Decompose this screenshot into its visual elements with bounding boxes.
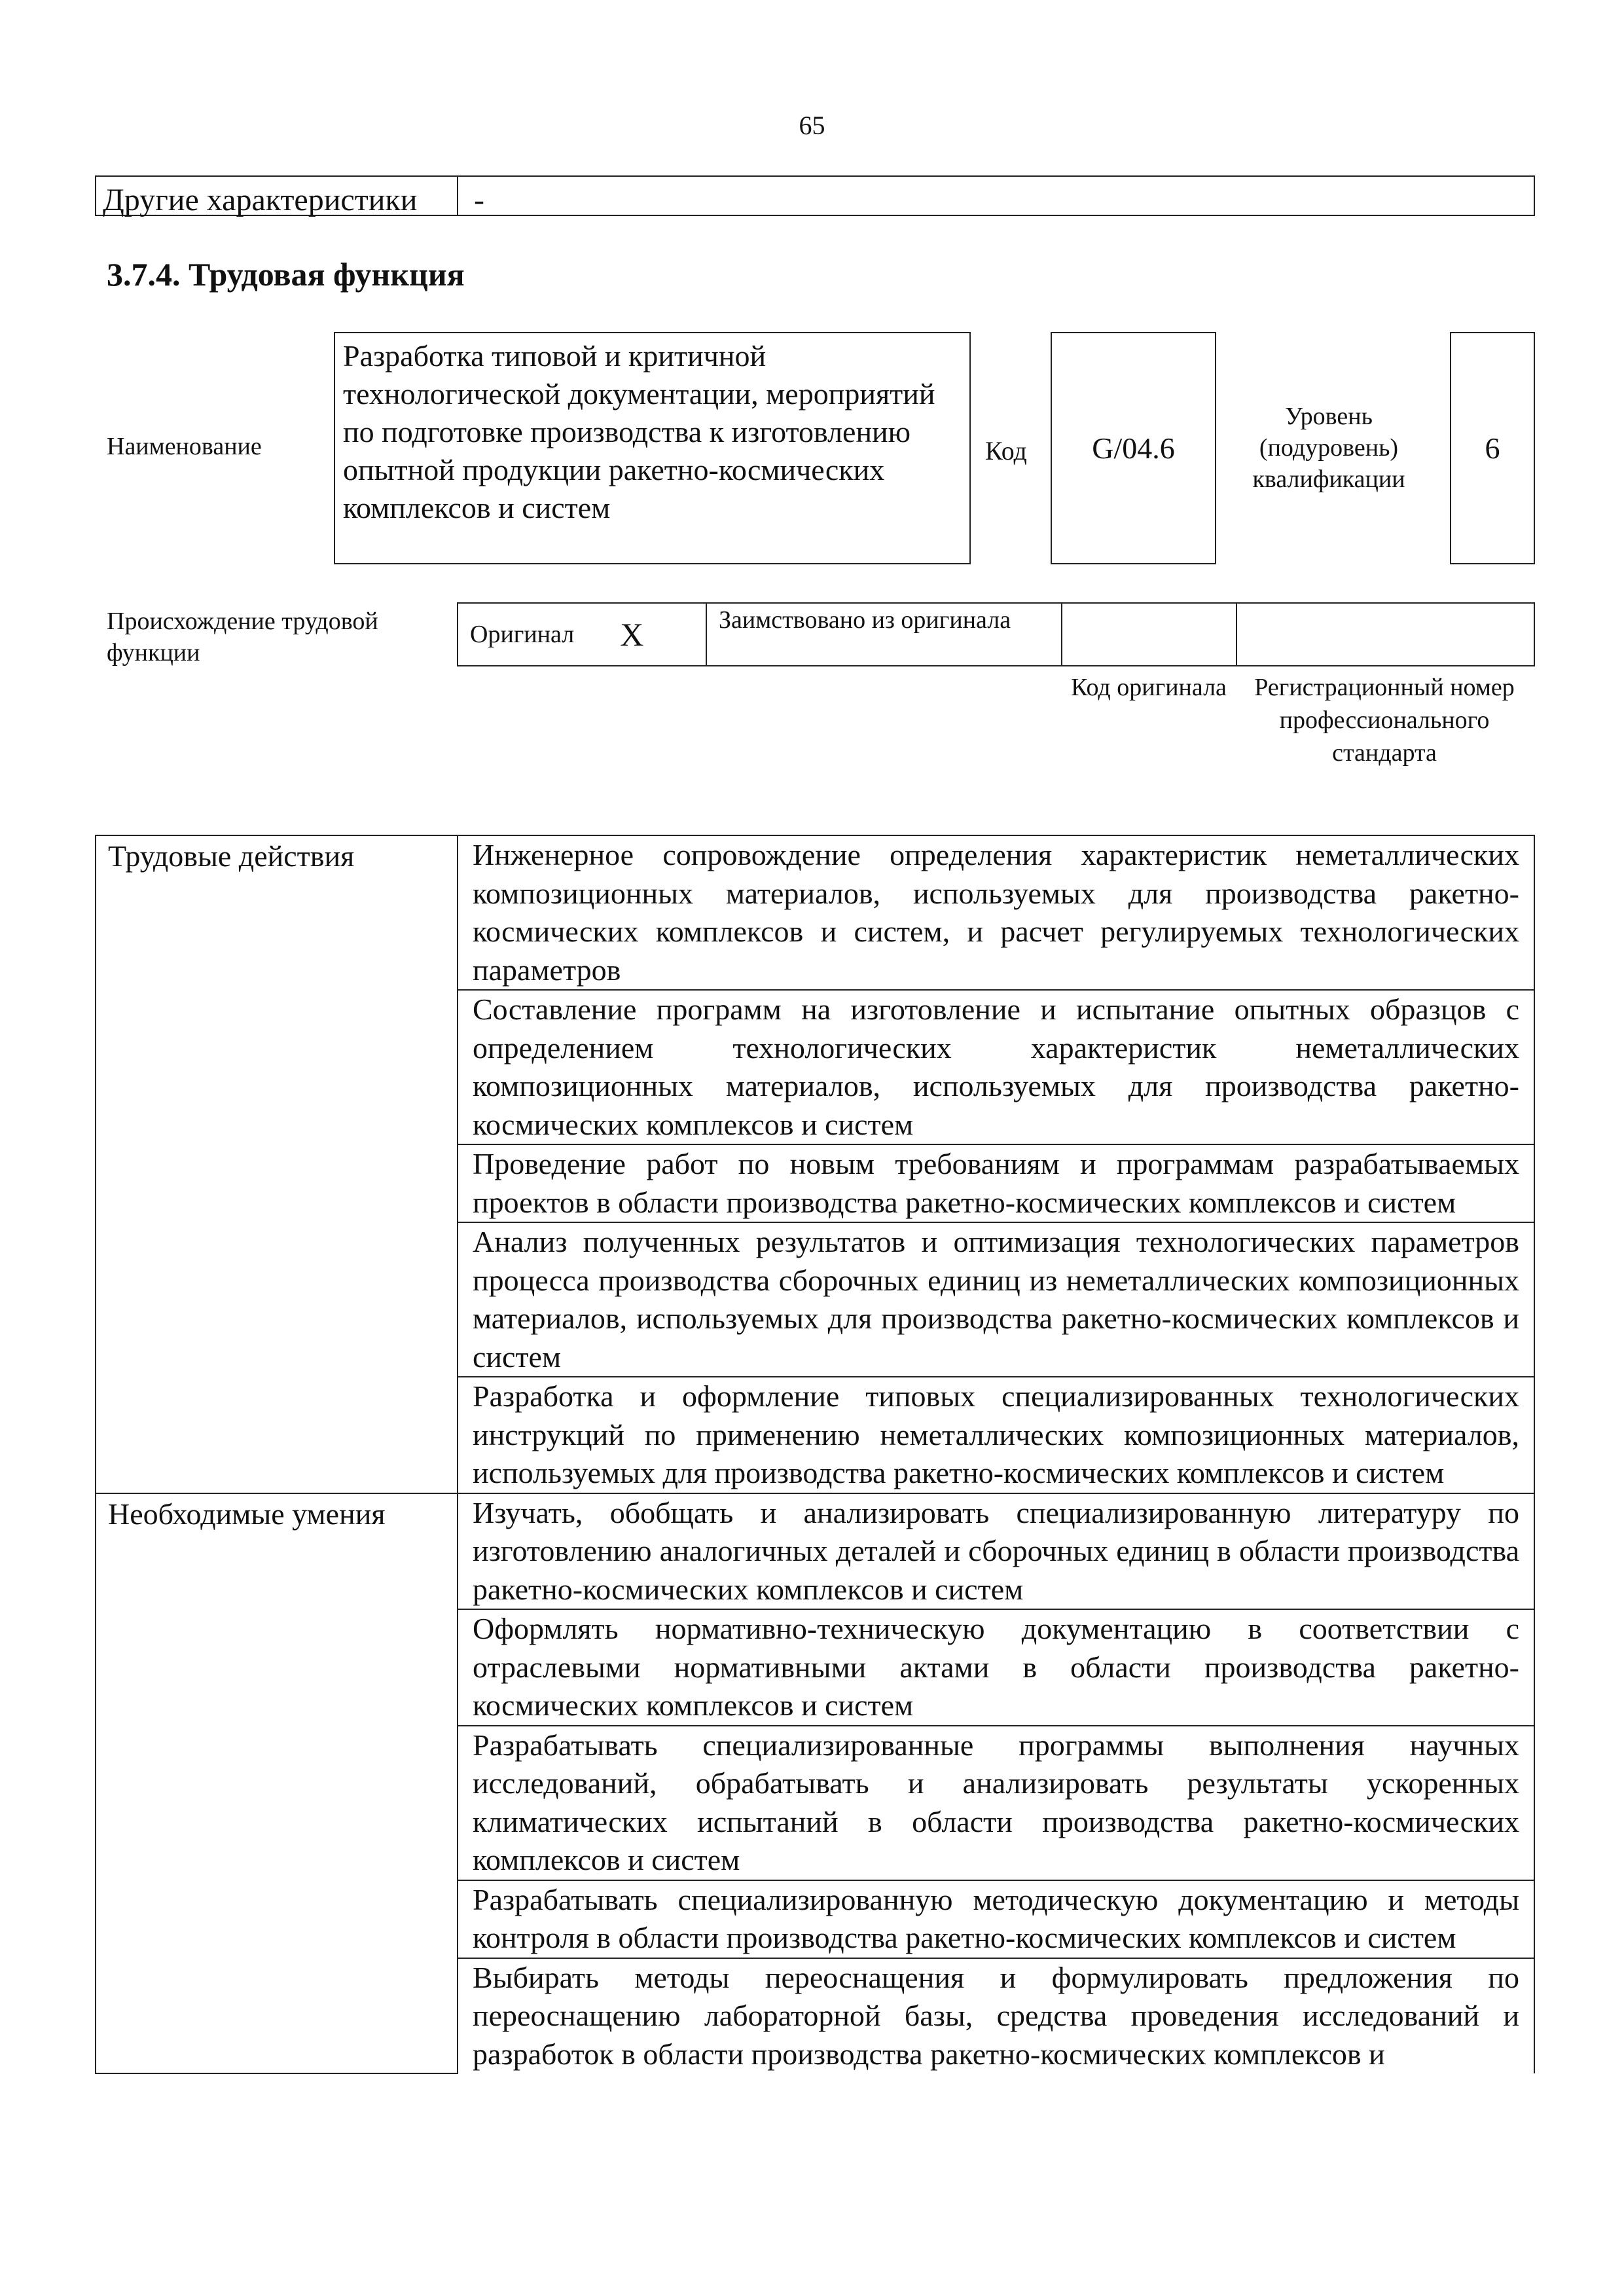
original-mark: X <box>620 616 644 653</box>
labor-actions-label: Трудовые действия <box>96 835 458 1493</box>
required-skills-label: Необходимые умения <box>96 1493 458 2074</box>
original-code-caption: Код оригинала <box>1071 674 1227 701</box>
skill-item: Изучать, обобщать и анализировать специализированную литературу по изготовлению аналогичных деталей и сборочных единиц в области производства ракетно-космических комплексов и систем <box>458 1493 1534 1610</box>
function-code-box: G/04.6 <box>1051 332 1216 564</box>
labor-action-item: Инженерное сопровождение определения характеристик неметаллических композиционных материалов, используемых для производства ракетно-космических комплексов и систем, и расчет регулируемых технологических параметров <box>458 835 1534 990</box>
registration-number-cell <box>1237 604 1534 665</box>
original-label: Оригинал <box>470 621 575 648</box>
skill-item: Разрабатывать специализированные программы выполнения научных исследований, обрабатывать и анализировать результаты ускоренных климатических испытаний в области производства ракетно-космических комплексов и систем <box>458 1726 1534 1880</box>
origin-original-cell <box>458 604 707 665</box>
name-label: Наименование <box>107 433 262 460</box>
function-name-box: Разработка типовой и критичной технологической документации, мероприятий по подготовке производства к изготовлению опытной продукции ракетно-космических комплексов и систем <box>334 332 971 564</box>
code-label: Код <box>985 436 1027 465</box>
page-number: 65 <box>799 111 825 140</box>
qualification-level-box: 6 <box>1450 332 1535 564</box>
borrowed-label: Заимствовано из оригинала <box>707 604 1062 665</box>
skill-item: Оформлять нормативно-техническую документацию в соответствии с отраслевыми нормативными актами в области производства ракетно-космических комплексов и систем <box>458 1609 1534 1726</box>
section-heading: 3.7.4. Трудовая функция <box>107 256 465 293</box>
labor-action-item: Составление программ на изготовление и испытание опытных образцов с определением технологических характеристик неметаллических композиционных материалов, используемых для производства ракетно-космических комплексов и систем <box>458 990 1534 1144</box>
skill-item: Выбирать методы переоснащения и формулировать предложения по переоснащению лабораторной базы, средства проведения исследований и разработок в области производства ракетно-космических комплексов и <box>458 1958 1534 2074</box>
origin-label: Происхождение трудовой функции <box>107 608 378 666</box>
qualification-level-label: Уровень (подуровень) квалификации <box>1252 403 1405 493</box>
labor-action-item: Разработка и оформление типовых специализированных технологических инструкций по применению неметаллических композиционных материалов, используемых для производства ракетно-космических комплексов и систем <box>458 1377 1534 1493</box>
original-code-cell <box>1062 604 1237 665</box>
origin-table <box>457 602 1535 666</box>
other-characteristics-table <box>95 175 1535 216</box>
skill-item: Разрабатывать специализированную методическую документацию и методы контроля в области производства ракетно-космических комплексов и систем <box>458 1880 1534 1958</box>
table-row <box>96 1493 1534 1610</box>
labor-action-item: Анализ полученных результатов и оптимизация технологических параметров процесса производства сборочных единиц из неметаллических композиционных материалов, используемых для производства ракетно-космических комплексов и систем <box>458 1222 1534 1377</box>
other-characteristics-value: - <box>474 183 484 217</box>
other-characteristics-label: Другие характеристики <box>96 177 458 215</box>
labor-action-item: Проведение работ по новым требованиям и программам разрабатываемых проектов в области производства ракетно-космических комплексов и систем <box>458 1144 1534 1222</box>
registration-number-caption: Регистрационный номер профессионального стандарта <box>1254 674 1515 767</box>
table-row <box>96 835 1534 990</box>
function-details-table <box>95 835 1535 2074</box>
